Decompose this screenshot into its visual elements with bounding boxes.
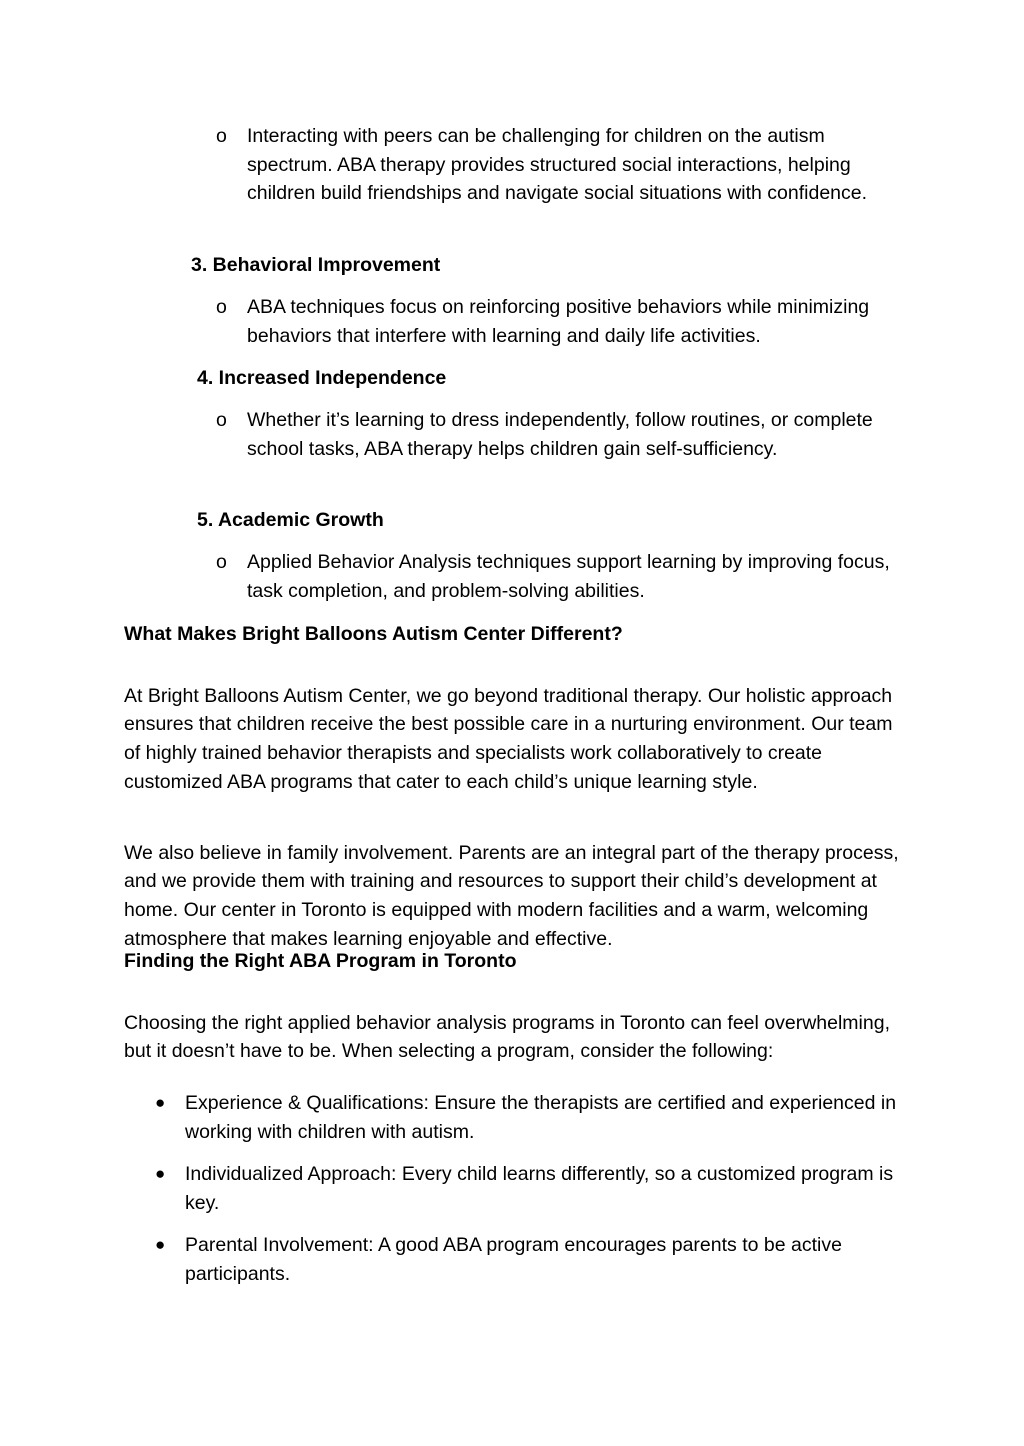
behavioral-improvement-text: ABA techniques focus on reinforcing positive behaviors while minimizing behaviors that interfere with learning and daily life activities. xyxy=(247,296,870,347)
academic-growth-text: Applied Behavior Analysis techniques support learning by improving focus, task completion, and problem-solving abilities. xyxy=(247,551,890,602)
heading-academic-growth: 5. Academic Growth xyxy=(197,509,384,531)
heading-increased-independence: 4. Increased Independence xyxy=(197,367,447,389)
bullet-parental-involvement: Parental Involvement: A good ABA program encourages parents to be active participants. xyxy=(185,1234,842,1285)
heading-finding-right-program: Finding the Right ABA Program in Toronto xyxy=(124,950,517,972)
bullet-individualized-approach: Individualized Approach: Every child learns differently, so a customized program is key. xyxy=(185,1163,894,1214)
paragraph-choosing-program: Choosing the right applied behavior analysis programs in Toronto can feel overwhelming, but it doesn’t have to be. When selecting a program, consider the following: xyxy=(124,1011,890,1063)
list-marker: o xyxy=(216,296,227,318)
bullet-marker: ● xyxy=(155,1235,166,1254)
list-marker: o xyxy=(216,409,227,431)
list-marker: o xyxy=(216,551,227,573)
paragraph-holistic-approach: At Bright Balloons Autism Center, we go beyond traditional therapy. Our holistic approach ensures that children receive the best possible care in a nurturing environment. Our team of highly trained behavior therapists and specialists work collaboratively to create customized ABA programs that cater to each child’s unique learning style. xyxy=(124,684,893,793)
paragraph-family-involvement: We also believe in family involvement. Parents are an integral part of the therapy process, and we provide them with training and resources to support their child’s development at home. Our center in Toronto is equipped with modern facilities and a warm, welcoming atmosphere that makes learning enjoyable and effective. xyxy=(124,841,899,950)
list-marker: o xyxy=(216,125,227,147)
increased-independence-text: Whether it’s learning to dress independently, follow routines, or complete school tasks, ABA therapy helps children gain self-sufficiency. xyxy=(247,409,873,460)
heading-what-makes-different: What Makes Bright Balloons Autism Center Different? xyxy=(124,623,623,645)
bullet-experience-qualifications: Experience & Qualifications: Ensure the therapists are certified and experienced in working with children with autism. xyxy=(185,1092,897,1143)
bullet-marker: ● xyxy=(155,1164,166,1183)
social-skills-text: Interacting with peers can be challenging for children on the autism spectrum. ABA therapy provides structured social interactions, helping children build friendships and navigate social situations with confidence. xyxy=(247,125,868,205)
bullet-marker: ● xyxy=(155,1093,166,1112)
heading-behavioral-improvement: 3. Behavioral Improvement xyxy=(191,254,441,276)
